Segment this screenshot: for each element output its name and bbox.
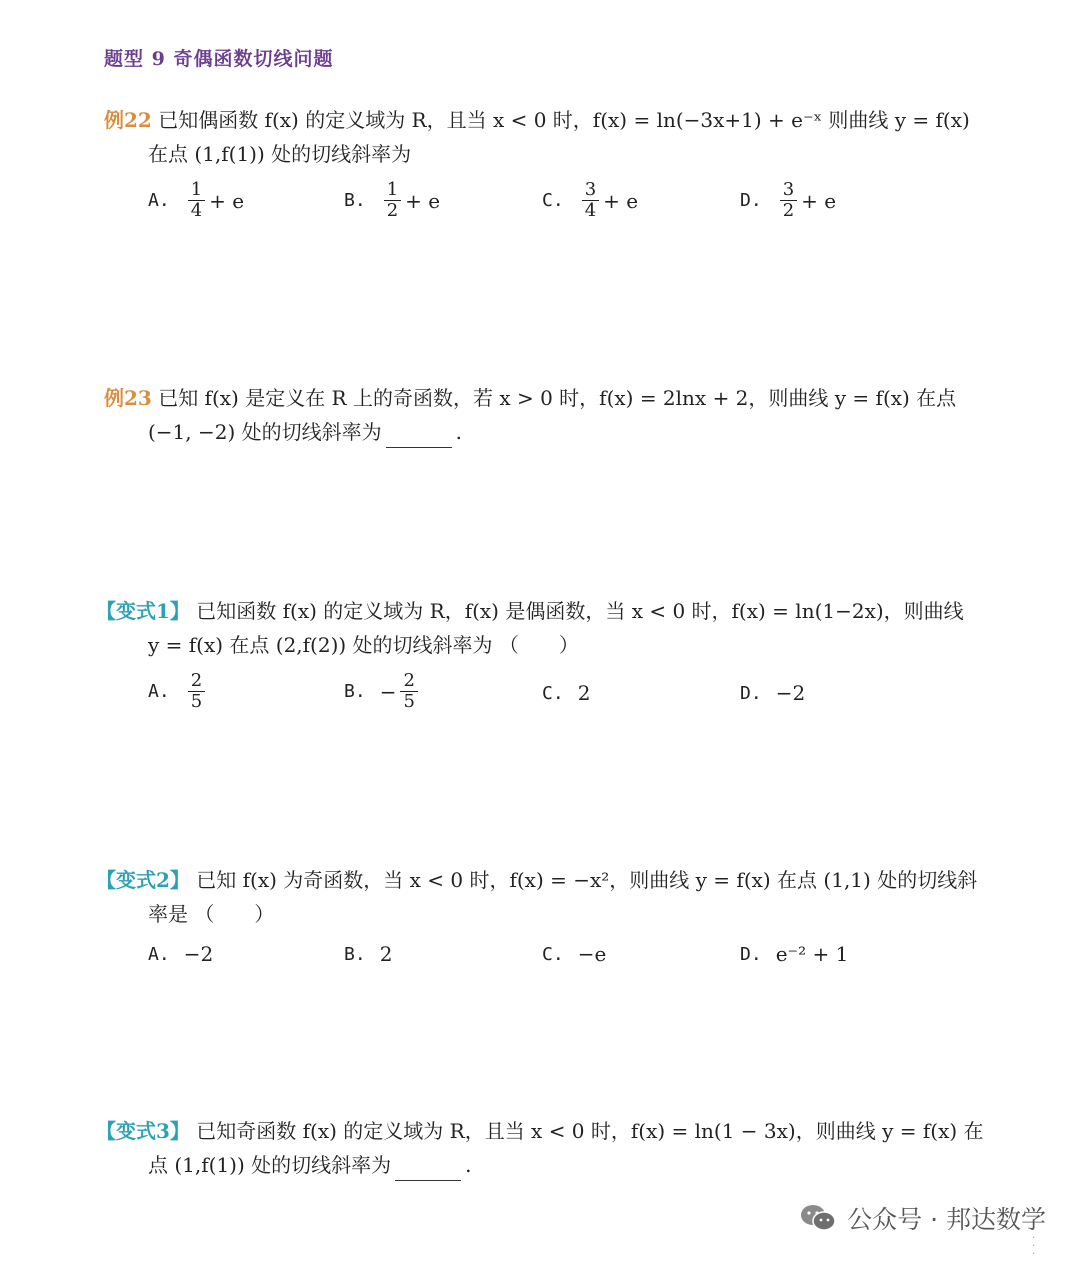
problem-text: 已知 f(x) 为奇函数，当 x < 0 时，f(x) = −x²，则曲线 y = f(x) 在点 (1,1) 处的切线斜 [196, 868, 978, 892]
denominator: 5 [190, 691, 203, 712]
option-letter: C. [542, 190, 564, 211]
problem-text: 已知函数 f(x) 的定义域为 R，f(x) 是偶函数，当 x < 0 时，f(x) = ln(1−2x)，则曲线 [196, 599, 964, 623]
option-b[interactable] [344, 180, 440, 221]
option-prefix: − [379, 679, 397, 704]
problem-text: 已知奇函数 f(x) 的定义域为 R，且当 x < 0 时，f(x) = ln(1 − 3x)，则曲线 y = f(x) 在 [196, 1119, 984, 1143]
option-value: e⁻² + 1 [775, 942, 849, 966]
option-d[interactable] [740, 942, 848, 966]
more-dots-icon: · · · [1032, 1233, 1036, 1260]
option-a[interactable] [148, 942, 213, 966]
problem-line-2 [148, 1149, 472, 1181]
end-mark: . [465, 1153, 472, 1177]
option-value: −2 [775, 681, 806, 705]
problem-line-1 [96, 1115, 984, 1147]
denominator: 4 [190, 200, 203, 221]
option-c[interactable] [542, 942, 606, 966]
option-letter: B. [344, 190, 366, 211]
fraction [384, 180, 401, 221]
problem-text: (−1, −2) 处的切线斜率为 [148, 420, 382, 444]
option-letter: C. [542, 943, 564, 965]
problem-line-1 [96, 864, 977, 896]
option-d[interactable] [740, 681, 805, 705]
problem-tag: 例22 [104, 108, 152, 132]
denominator: 4 [584, 200, 597, 221]
option-letter: A. [148, 943, 170, 965]
option-letter: B. [344, 943, 366, 965]
numerator: 2 [400, 671, 417, 692]
option-letter: A. [148, 681, 170, 702]
fraction [582, 180, 599, 221]
denominator: 5 [403, 691, 415, 712]
option-suffix: + e [801, 188, 837, 213]
fraction [400, 671, 417, 712]
fraction [780, 180, 797, 221]
problem-line-2 [148, 416, 462, 448]
problem-text: 已知偶函数 f(x) 的定义域为 R，且当 x < 0 时，f(x) = ln(−3x+1) + e⁻ˣ 则曲线 y = f(x) [158, 108, 970, 132]
option-letter: A. [148, 190, 170, 211]
option-letter: D. [740, 682, 762, 704]
answer-blank[interactable] [395, 1158, 461, 1181]
fraction [188, 671, 205, 712]
end-mark: . [455, 420, 463, 444]
option-suffix: + e [603, 188, 639, 213]
problem-text: 点 (1,f(1)) 处的切线斜率为 [148, 1153, 392, 1177]
option-value: −2 [183, 942, 214, 966]
answer-blank[interactable] [386, 425, 452, 448]
problem-tag: 【变式2】 [96, 868, 190, 892]
numerator: 3 [582, 180, 599, 201]
option-suffix: + e [209, 188, 245, 213]
option-letter: D. [740, 190, 762, 211]
option-b[interactable] [344, 671, 422, 712]
option-letter: D. [740, 943, 762, 965]
watermark [799, 1200, 1046, 1236]
problem-tag: 【变式3】 [96, 1119, 190, 1143]
option-b[interactable] [344, 942, 392, 966]
option-a[interactable] [148, 671, 209, 712]
numerator: 1 [188, 180, 205, 201]
problem-text: 已知 f(x) 是定义在 R 上的奇函数，若 x > 0 时，f(x) = 2lnx + 2，则曲线 y = f(x) 在点 [158, 386, 957, 410]
problem-line-1 [104, 104, 970, 136]
numerator: 2 [188, 671, 205, 692]
denominator: 2 [386, 200, 399, 221]
option-d[interactable] [740, 180, 836, 221]
option-value: 2 [379, 942, 393, 966]
option-c[interactable] [542, 180, 638, 221]
problem-tag: 【变式1】 [96, 599, 190, 623]
problem-tag: 例23 [104, 386, 152, 410]
option-a[interactable] [148, 180, 244, 221]
option-c[interactable] [542, 681, 590, 705]
fraction [188, 180, 205, 221]
option-suffix: + e [405, 188, 441, 213]
numerator: 3 [780, 180, 797, 201]
problem-line-2: 在点 (1,f(1)) 处的切线斜率为 [148, 142, 412, 166]
problem-line-2: y = f(x) 在点 (2,f(2)) 处的切线斜率为 （ ） [148, 633, 579, 657]
option-letter: C. [542, 682, 564, 704]
section-title: 题型 9 奇偶函数切线问题 [104, 48, 334, 70]
problem-line-2: 率是 （ ） [148, 902, 275, 926]
denominator: 2 [782, 200, 795, 221]
option-value: −e [577, 942, 607, 966]
problem-line-1 [104, 382, 956, 414]
option-value: 2 [577, 681, 591, 705]
problem-line-1 [96, 595, 964, 627]
numerator: 1 [384, 180, 401, 201]
option-letter: B. [344, 681, 366, 702]
wechat-icon [799, 1203, 837, 1233]
watermark-text: 公众号 · 邦达数学 [847, 1205, 1046, 1234]
